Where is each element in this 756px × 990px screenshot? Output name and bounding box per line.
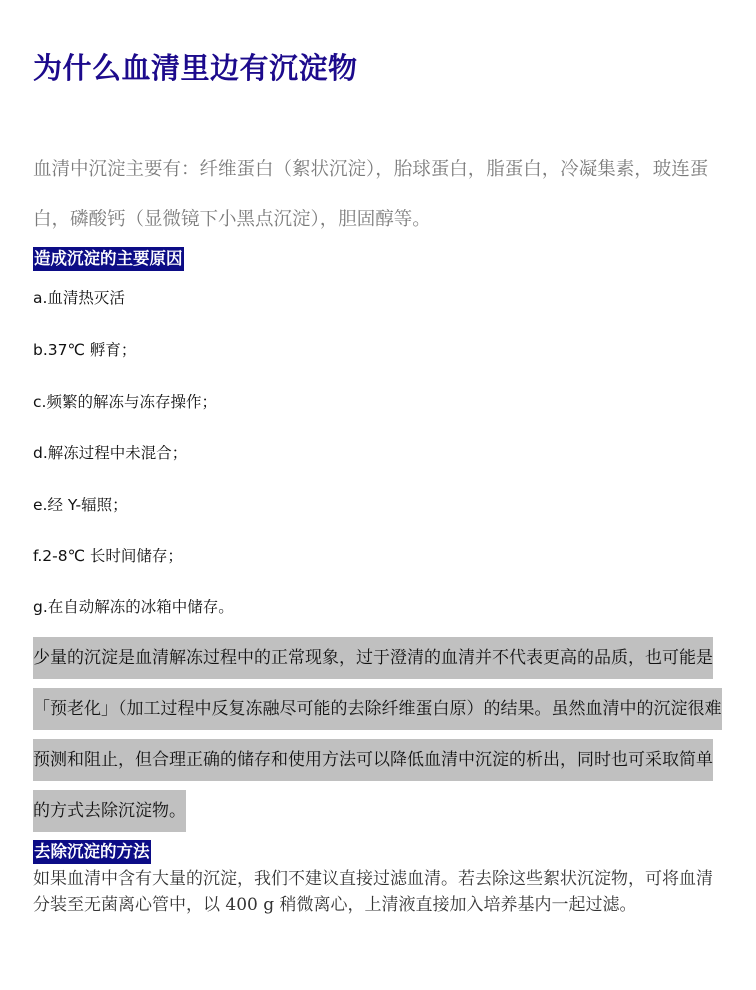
cause-item: a.血清热灭活: [33, 289, 125, 307]
cause-item: g.在自动解冻的冰箱中储存。: [33, 598, 234, 616]
intro-paragraph: 血清中沉淀主要有：纤维蛋白（絮状沉淀），胎球蛋白，脂蛋白，冷凝集素，玻连蛋白，磷酸钙（显微镜下小黑点沉淀），胆固醇等。: [33, 159, 709, 230]
note-paragraph: [33, 633, 723, 837]
removal-paragraph: 如果血清中含有大量的沉淀，我们不建议直接过滤血清。若去除这些絮状沉淀物，可将血清分装至无菌离心管中，以 400 g 稍微离心，上清液直接加入培养基内一起过滤。: [33, 869, 713, 915]
note-highlight: 少量的沉淀是血清解冻过程中的正常现象，过于澄清的血清并不代表更高的品质，也可能是「预老化」（加工过程中反复冻融尽可能的去除纤维蛋白原）的结果。虽然血清中的沉淀很难预测和阻止，但合理正确的储存和使用方法可以降低血清中沉淀的析出，同时也可采取简单的方式去除沉淀物。: [33, 637, 722, 832]
cause-item: c.频繁的解冻与冻存操作；: [33, 393, 217, 411]
cause-item: d.解冻过程中未混合；: [33, 444, 188, 462]
cause-item: b.37℃ 孵育；: [33, 341, 137, 359]
cause-item: f.2-8℃ 长时间储存；: [33, 547, 183, 565]
page-title: 为什么血清里边有沉淀物: [33, 51, 358, 85]
removal-heading: 去除沉淀的方法: [33, 840, 151, 864]
cause-item: e.经 Y-辐照；: [33, 496, 128, 514]
causes-heading: 造成沉淀的主要原因: [33, 247, 184, 271]
